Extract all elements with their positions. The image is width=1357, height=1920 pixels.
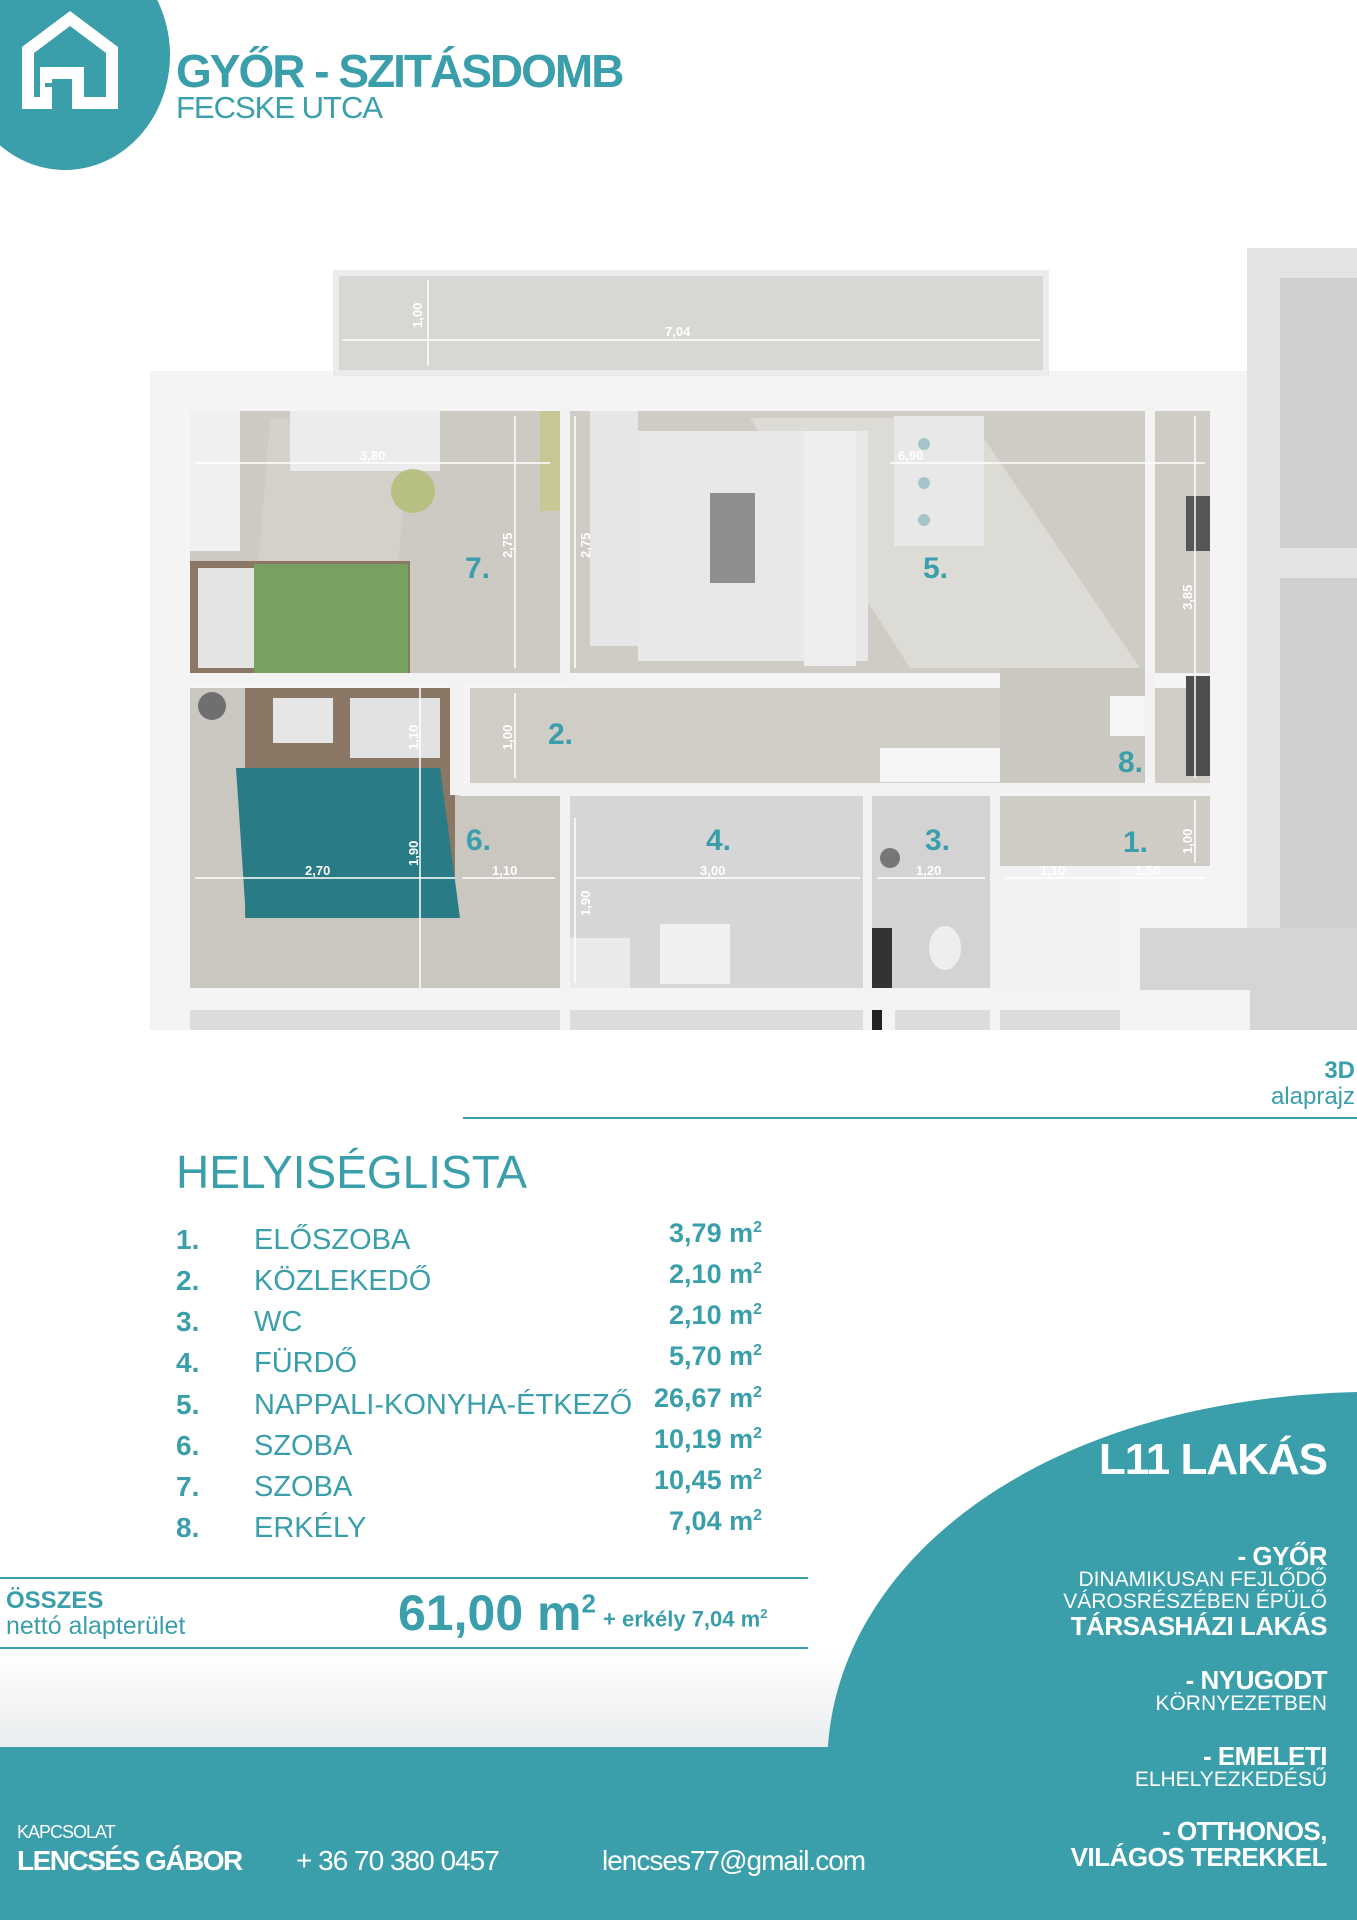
page-title: GYŐR - SZITÁSDOMB xyxy=(176,45,623,97)
room-list-number: 2. xyxy=(176,1265,200,1296)
room-list-area: 2,10 $m^2$ xyxy=(669,1300,762,1330)
view-label xyxy=(1157,1058,1357,1110)
room-list-name: KÖZLEKEDŐ xyxy=(254,1265,432,1297)
room-list-name: NAPPALI-KONYHA-ÉTKEZŐ xyxy=(254,1389,633,1421)
room-list-number: 5. xyxy=(176,1389,200,1420)
room-list-title: HELYISÉGLISTA xyxy=(176,1146,528,1198)
contact-name: LENCSÉS GÁBOR xyxy=(17,1845,242,1876)
contact-email-link[interactable]: lencses77@gmail.com xyxy=(602,1845,866,1876)
dimension-label: 1,10 xyxy=(492,863,518,878)
room-list-row xyxy=(176,1300,796,1346)
feature-block: - NYUGODT KÖRNYEZETBEN xyxy=(1155,1665,1327,1715)
room-list-area: 26,67 $m^2$ xyxy=(654,1383,762,1413)
room-number-label: 5. xyxy=(923,552,949,585)
room-list-area: 2,10 $m^2$ xyxy=(669,1259,762,1289)
contact-label: KAPCSOLAT xyxy=(17,1822,115,1842)
room-list-area: 10,19 $m^2$ xyxy=(654,1424,762,1454)
room-list-area: 3,79 $m^2$ xyxy=(669,1218,762,1248)
total-area-value: 61,00 $m^2$ xyxy=(398,1585,596,1641)
room-list-name: ERKÉLY xyxy=(254,1512,367,1544)
room-list-name: ELŐSZOBA xyxy=(254,1224,411,1256)
house-logo-icon xyxy=(10,5,130,115)
room-1-floor xyxy=(1000,796,1210,866)
dimension-label: 1,10 xyxy=(1040,863,1066,878)
contact-phone-link[interactable]: + 36 70 380 0457 xyxy=(296,1845,499,1876)
floor-plan xyxy=(150,248,1357,1030)
total-sublabel: nettó alapterület xyxy=(6,1612,186,1640)
dimension-label: 1,00 xyxy=(1180,828,1195,854)
view-label-line1: 3D xyxy=(1324,1057,1355,1084)
feature-block: - GYŐR DINAMIKUSAN FEJLŐDŐ VÁROSRÉSZÉBEN ÉPÜLŐ TÁRSASHÁZI LAKÁS xyxy=(1063,1541,1327,1641)
room-number-label: 6. xyxy=(466,824,492,857)
room-list-name: SZOBA xyxy=(254,1430,353,1462)
room-list-number: 3. xyxy=(176,1306,200,1337)
dimension-label: 1,90 xyxy=(406,840,421,866)
room-number-label: 8. xyxy=(1118,746,1144,779)
dimension-label: 1,50 xyxy=(1135,863,1161,878)
dimension-label: 3,85 xyxy=(1180,584,1195,610)
room-list-number: 1. xyxy=(176,1224,200,1255)
room-number-label: 1. xyxy=(1123,826,1149,859)
room-list-name: SZOBA xyxy=(254,1471,353,1503)
room-number-label: 4. xyxy=(706,824,732,857)
dimension-label: 1,20 xyxy=(916,863,942,878)
room-list-number: 4. xyxy=(176,1347,200,1378)
room-list-number: 8. xyxy=(176,1512,200,1543)
room-list-area: 10,45 $m^2$ xyxy=(654,1465,762,1495)
apartment-title: L11 LAKÁS xyxy=(1098,1435,1327,1484)
total-label: ÖSSZES xyxy=(6,1587,104,1614)
room-number-label: 3. xyxy=(925,824,951,857)
view-label-line2: alaprajz xyxy=(1270,1083,1355,1110)
divider xyxy=(463,1117,1357,1119)
balcony-extra-area: + erkély 7,04 $m^2$ xyxy=(603,1606,768,1632)
dimension-label: 1,10 xyxy=(406,724,421,750)
room-list-area: 7,04 $m^2$ xyxy=(669,1506,762,1536)
room-list-number: 6. xyxy=(176,1430,200,1461)
room-list-number: 7. xyxy=(176,1471,200,1502)
dimension-label: 6,90 xyxy=(898,448,924,463)
page-subtitle: FECSKE UTCA xyxy=(176,90,383,125)
room-list-area: 5,70 $m^2$ xyxy=(669,1341,762,1371)
dimension-label: 2,75 xyxy=(500,532,515,558)
feature-block: - EMELETI ELHELYEZKEDÉSŰ xyxy=(1134,1741,1327,1791)
dimension-label: 2,75 xyxy=(578,532,593,558)
dimension-label: 3,00 xyxy=(700,863,726,878)
room-list-row xyxy=(176,1259,796,1305)
dimension-label: 1,00 xyxy=(500,724,515,750)
dimension-label: 1,00 xyxy=(410,302,425,328)
room-list-row xyxy=(176,1218,796,1264)
room-number-label: 2. xyxy=(548,718,574,751)
dimension-label: 1,90 xyxy=(578,890,593,916)
dimension-label: 2,70 xyxy=(305,863,331,878)
balcony-floor xyxy=(336,273,1046,373)
room-list-name: WC xyxy=(254,1306,303,1338)
dimension-label: 7,04 xyxy=(665,324,691,339)
dimension-label: 3,80 xyxy=(360,448,386,463)
feature-block: - OTTHONOS, VILÁGOS TEREKKEL xyxy=(1070,1816,1327,1872)
room-list-name: FÜRDŐ xyxy=(254,1347,358,1379)
room-number-label: 7. xyxy=(465,552,491,585)
